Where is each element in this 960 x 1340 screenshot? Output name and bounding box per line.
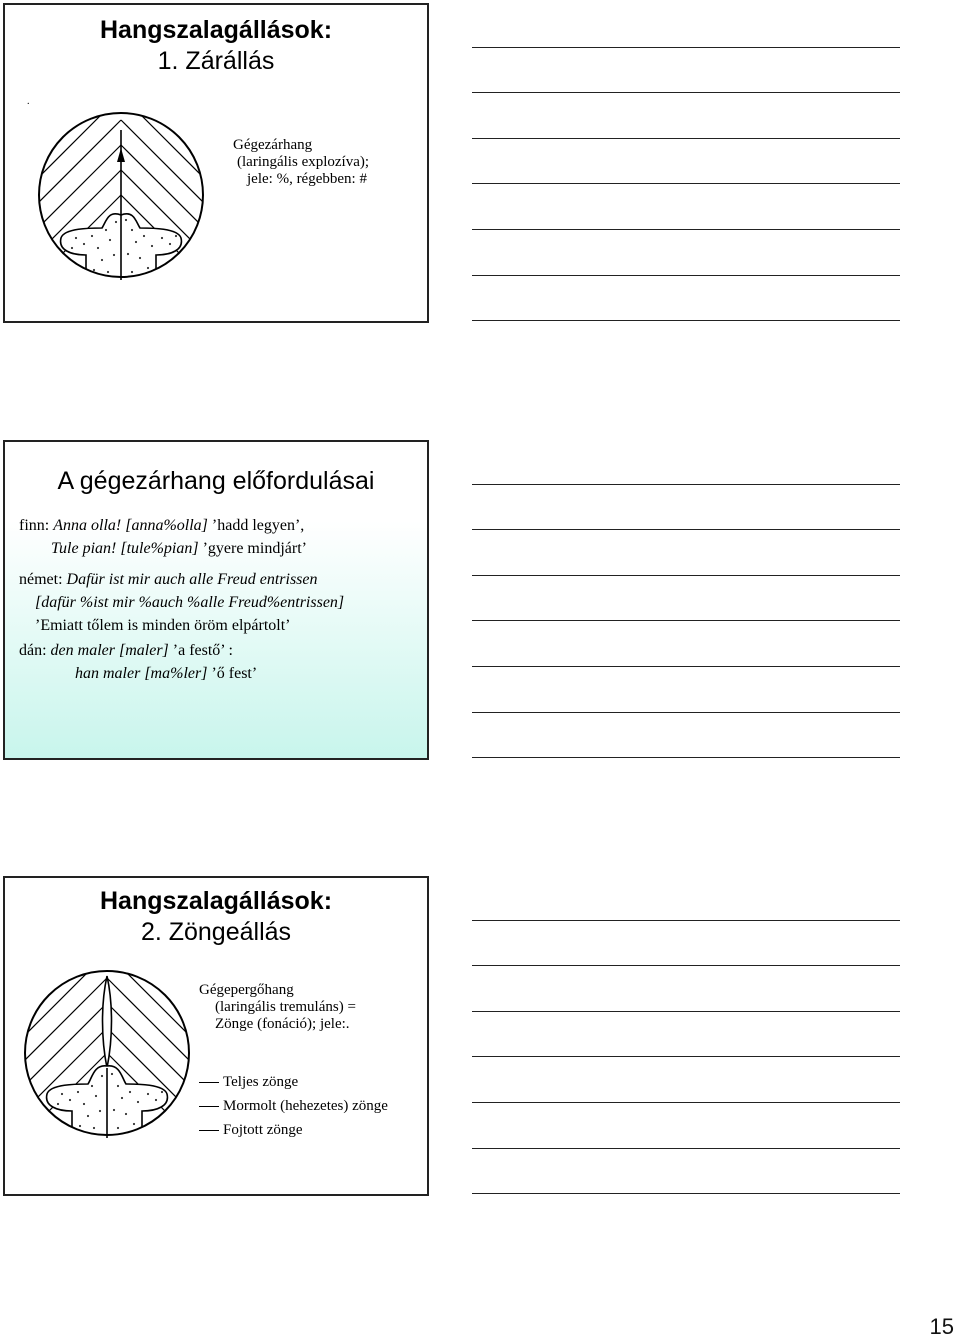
note-line <box>472 529 900 530</box>
list-item <box>199 1118 388 1142</box>
note-line <box>472 965 900 966</box>
dan-example-2-ipa: [ma%ler] <box>144 665 208 682</box>
note-line <box>472 757 900 758</box>
note-line <box>472 484 900 485</box>
note-line <box>472 47 900 48</box>
note-line <box>472 1148 900 1149</box>
nemet-gloss: ’Emiatt tőlem is minden öröm elpártolt’ <box>35 617 291 634</box>
desc-line-1: Gégepergőhang <box>199 982 294 998</box>
nemet-row-3 <box>35 614 291 637</box>
note-line <box>472 1102 900 1103</box>
finn-example-1: Anna olla! <box>53 517 122 534</box>
note-line <box>472 275 900 276</box>
dan-row-2 <box>75 662 257 685</box>
voicing-types-list <box>199 1070 388 1142</box>
note-line <box>472 92 900 93</box>
title-line-2: 2. Zöngeállás <box>140 918 292 946</box>
finn-example-2: Tule pian! <box>51 540 117 557</box>
page-number: 15 <box>929 1314 954 1339</box>
desc-line-3: Zönge (fonáció); jele:. <box>215 1016 350 1032</box>
finn-example-1-gloss: ’hadd legyen’, <box>211 517 305 534</box>
note-line <box>472 1193 900 1194</box>
nemet-label: német: <box>19 571 63 588</box>
nemet-ipa: [dafür %ist mir %auch %alle Freud%entrissen] <box>35 594 345 611</box>
desc-line-1: Gégezárhang <box>233 137 313 153</box>
glottis-closed-diagram <box>36 110 206 280</box>
finn-example-2-gloss: ’gyere mindjárt’ <box>202 540 307 557</box>
dan-example-1-gloss: ’a festő’ : <box>172 642 233 659</box>
nemet-row-2 <box>35 591 344 614</box>
nemet-example: Dafür ist mir auch alle Freud entrissen <box>66 571 318 588</box>
finn-row-1 <box>19 514 304 537</box>
finn-label: finn: <box>19 517 50 534</box>
slide-title <box>5 15 427 77</box>
note-line <box>472 712 900 713</box>
finn-row-2 <box>51 537 307 560</box>
desc-line-3: jele: %, régebben: # <box>247 171 367 187</box>
note-line <box>472 183 900 184</box>
glottis-voicing-diagram <box>22 968 192 1138</box>
slide-occurrences <box>3 440 429 760</box>
note-line <box>472 229 900 230</box>
list-item-label: Fojtott zönge <box>223 1122 303 1138</box>
slide-title <box>5 886 427 948</box>
note-line <box>472 920 900 921</box>
note-line <box>472 1056 900 1057</box>
dan-example-1-ipa: [maler] <box>118 642 169 659</box>
note-line <box>472 1011 900 1012</box>
note-line <box>472 575 900 576</box>
slide-zongeallas <box>3 876 429 1196</box>
slide-description <box>199 982 356 1033</box>
title-line-1: Hangszalagállások: <box>99 887 333 915</box>
dan-row-1 <box>19 639 233 662</box>
dan-example-2: han maler <box>75 665 141 682</box>
dan-example-1: den maler <box>50 642 115 659</box>
note-line <box>472 320 900 321</box>
note-line <box>472 138 900 139</box>
dan-example-2-gloss: ’ő fest’ <box>211 665 258 682</box>
finn-example-1-ipa: [anna%olla] <box>125 517 208 534</box>
list-item-label: Mormolt (hehezetes) zönge <box>223 1098 388 1114</box>
list-item <box>199 1070 388 1094</box>
stray-dot: . <box>27 96 30 107</box>
slide-zarallas <box>3 3 429 323</box>
desc-line-2: (laringális tremuláns) = <box>215 999 356 1015</box>
note-line <box>472 620 900 621</box>
dan-label: dán: <box>19 642 47 659</box>
slide-description <box>233 137 369 188</box>
slide-title: A gégezárhang előfordulásai <box>57 467 375 495</box>
note-line <box>472 666 900 667</box>
title-line-1: Hangszalagállások: <box>99 16 333 44</box>
finn-example-2-ipa: [tule%pian] <box>120 540 199 557</box>
list-item <box>199 1094 388 1118</box>
title-line-2: 1. Zárállás <box>157 47 275 75</box>
desc-line-2: (laringális explozíva); <box>237 154 370 170</box>
list-item-label: Teljes zönge <box>223 1074 299 1090</box>
nemet-row-1 <box>19 568 318 591</box>
